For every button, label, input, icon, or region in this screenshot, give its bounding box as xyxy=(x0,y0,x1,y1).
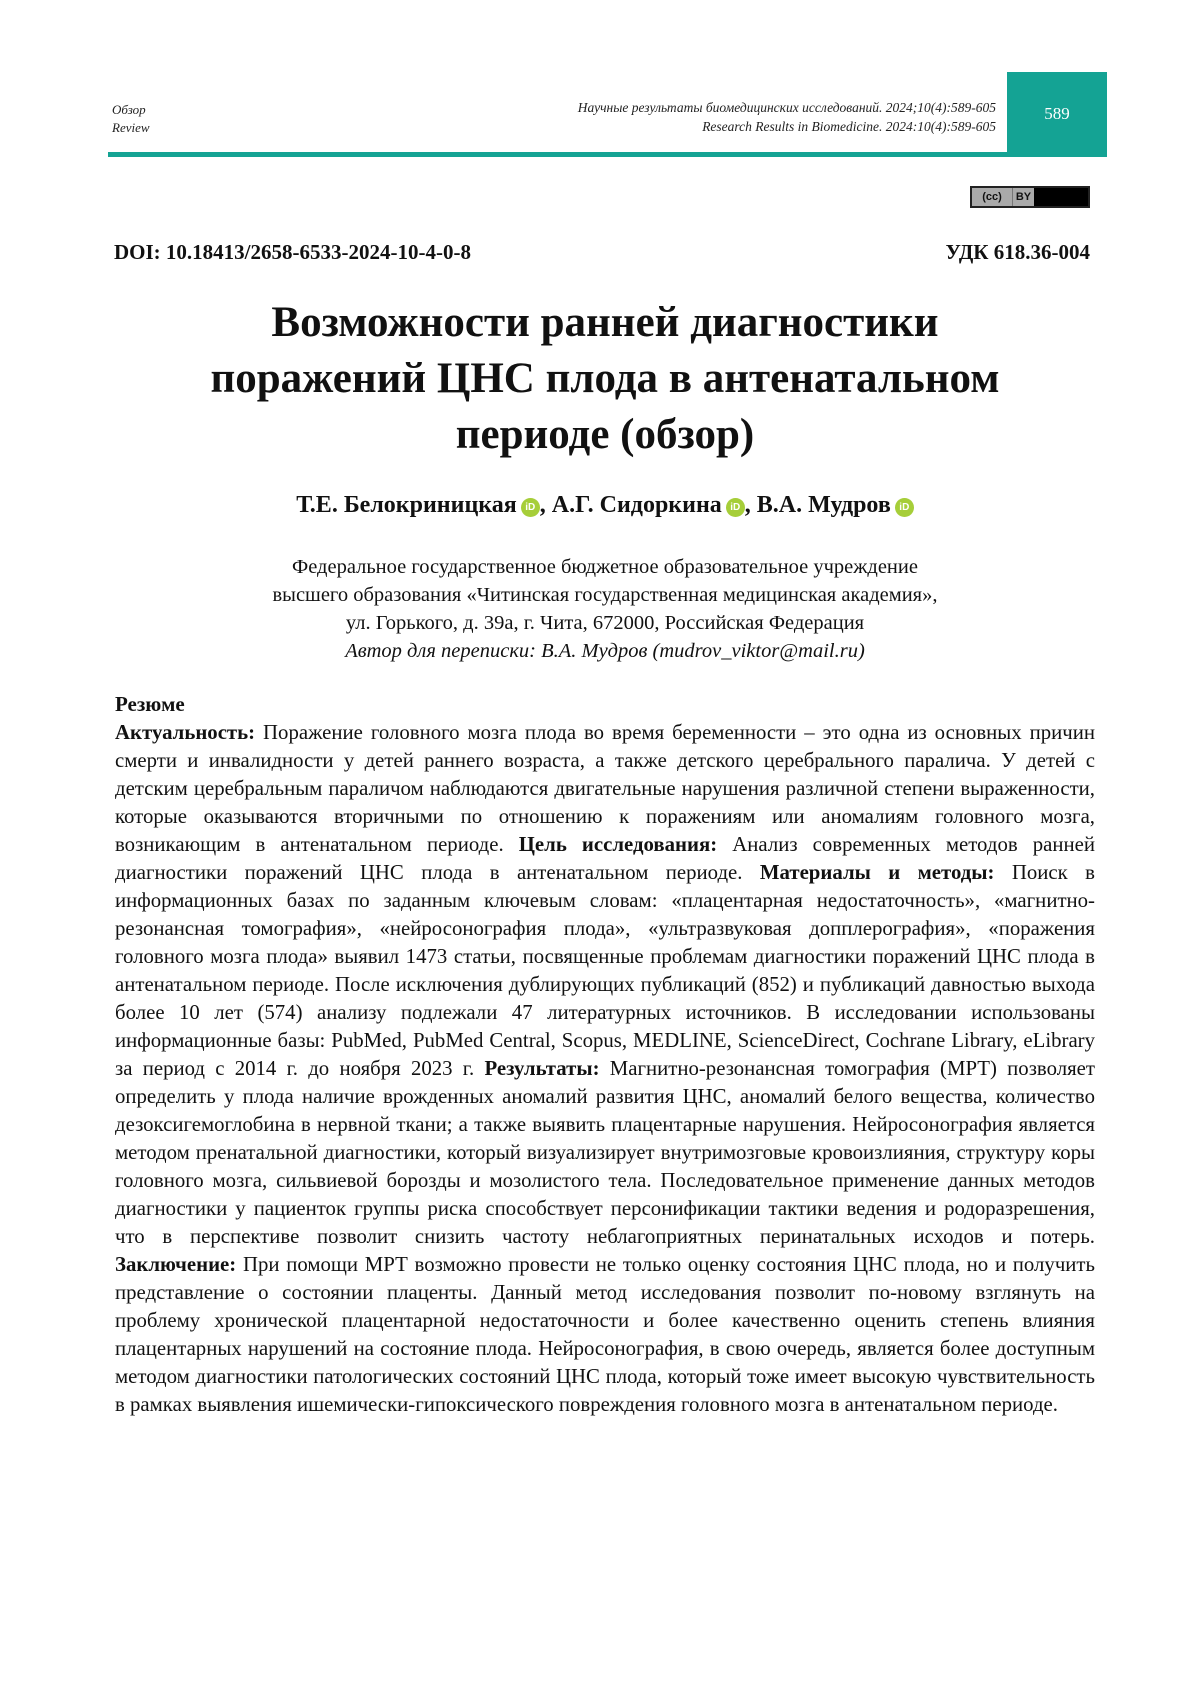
author-separator: , xyxy=(745,492,757,518)
affiliation xyxy=(110,553,1100,665)
methods-label: Материалы и методы: xyxy=(760,861,995,884)
aim-text: Анализ современных методов ранней диагностики поражений ЦНС плода в антенатальном периоде. xyxy=(115,833,1095,884)
abstract-heading: Резюме xyxy=(115,692,185,717)
author-list xyxy=(110,492,1100,519)
doi[interactable]: DOI: 10.18413/2658-6533-2024-10-4-0-8 xyxy=(114,240,471,265)
orcid-icon[interactable]: iD xyxy=(521,498,540,517)
article-type-ru: Обзор xyxy=(112,101,150,119)
author-name: А.Г. Сидоркина xyxy=(552,492,722,518)
article-title xyxy=(110,295,1100,463)
license-badge-fill xyxy=(1034,188,1088,206)
article-type-en: Review xyxy=(112,119,150,137)
correspondence-author[interactable]: Автор для переписки: В.А. Мудров (mudrov_viktor@mail.ru) xyxy=(110,637,1100,665)
affiliation-address: ул. Горького, д. 39а, г. Чита, 672000, Российская Федерация xyxy=(110,609,1100,637)
cc-icon: (cc) xyxy=(972,188,1012,206)
affiliation-line-2: высшего образования «Читинская государственная медицинская академия», xyxy=(110,581,1100,609)
results-text: Магнитно-резонансная томография (МРТ) позволяет определить у плода наличие врожденных аномалий развития ЦНС, аномалий белого вещества, количество дезоксигемоглобина в нервной ткани; а также выявить плацентарные нарушения. Нейросонография является методом пренатальной диагностики, который визуализирует внутримозговые кровоизлияния, структуру коры головного мозга, сильвиевой борозды и мозолистого тела. Последовательное применение данных методов диагностики у пациенток группы риска способствует персонификации тактики ведения и родоразрешения, что в перспективе позволит снизить частоту неблагоприятных перинатальных исходов и потерь. xyxy=(115,1057,1095,1248)
title-line-2: поражений ЦНС плода в антенатальном xyxy=(110,351,1100,407)
relevance-label: Актуальность: xyxy=(115,721,255,744)
title-line-1: Возможности ранней диагностики xyxy=(110,295,1100,351)
results-label: Результаты: xyxy=(484,1057,599,1080)
affiliation-line-1: Федеральное государственное бюджетное образовательное учреждение xyxy=(110,553,1100,581)
udk-code: УДК 618.36-004 xyxy=(946,240,1090,265)
journal-citation-en: Research Results in Biomedicine. 2024:10(4):589-605 xyxy=(578,117,996,136)
aim-label: Цель исследования: xyxy=(519,833,717,856)
conclusion-text: При помощи МРТ возможно провести не только оценку состояния ЦНС плода, но и получить представление о состоянии плаценты. Данный метод исследования позволит по-новому взглянуть на проблему хронической плацентарной недостаточности и более качественно оценить степень влияния плацентарных нарушений на состояние плода. Нейросонография, в свою очередь, является более доступным методом диагностики патологических состояний ЦНС плода, который тоже имеет высокую чувствительность в рамках выявления ишемически-гипоксического повреждения головного мозга в антенатальном периоде. xyxy=(115,1253,1095,1416)
header-divider xyxy=(108,152,1107,157)
orcid-icon[interactable]: iD xyxy=(895,498,914,517)
cc-by-license-badge[interactable] xyxy=(970,186,1090,208)
by-icon: BY xyxy=(1012,188,1034,206)
relevance-text: Поражение головного мозга плода во время беременности – это одна из основных причин смерти и инвалидности у детей раннего возраста, а также детского церебрального паралича. У детей с детским церебральным параличом наблюдаются двигательные нарушения различной степени выраженности, которые оказываются вторичными по отношению к поражениям или аномалиям головного мозга, возникающим в антенатальном периоде. xyxy=(115,721,1095,856)
conclusion-label: Заключение: xyxy=(115,1253,236,1276)
title-line-3: периоде (обзор) xyxy=(110,407,1100,463)
abstract-text xyxy=(115,719,1095,1419)
author-separator: , xyxy=(540,492,552,518)
author-name: В.А. Мудров xyxy=(757,492,891,518)
journal-citation xyxy=(578,98,996,136)
article-type xyxy=(112,101,150,137)
author-name: Т.Е. Белокриницкая xyxy=(296,492,517,518)
journal-citation-ru: Научные результаты биомедицинских исследований. 2024;10(4):589-605 xyxy=(578,98,996,117)
methods-text: Поиск в информационных базах по заданным ключевым словам: «плацентарная недостаточность», «магнитно-резонансная томография», «нейросонография плода», «ультразвуковая допплерография», «поражения головного мозга плода» выявил 1473 статьи, посвященные проблемам диагностики поражений ЦНС плода в антенатальном периоде. После исключения дублирующих публикаций (852) и публикаций давностью выхода более 10 лет (574) анализу подлежали 47 литературных источников. В исследовании использованы информационные базы: PubMed, PubMed Central, Scopus, MEDLINE, ScienceDirect, Cochrane Library, eLibrary за период с 2014 г. до ноября 2023 г. xyxy=(115,861,1095,1080)
page-number: 589 xyxy=(1007,72,1107,156)
orcid-icon[interactable]: iD xyxy=(726,498,745,517)
